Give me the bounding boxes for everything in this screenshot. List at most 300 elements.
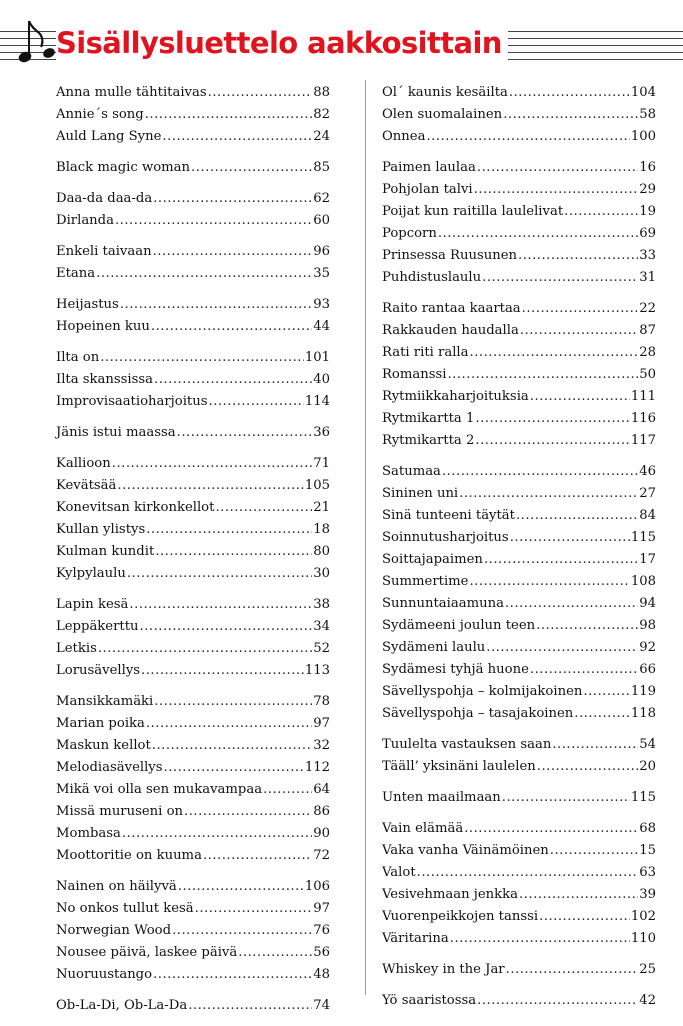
index-entry: [56, 757, 330, 779]
song-title: Raito rantaa kaartaa: [382, 301, 521, 316]
song-title: Sydämeeni joulun teen: [382, 618, 536, 633]
dot-leader: [484, 549, 638, 571]
index-entry: [382, 201, 656, 223]
page-number: 118: [630, 706, 656, 721]
dot-leader: [438, 223, 638, 245]
page-number: 66: [639, 662, 656, 677]
page-number: 36: [313, 425, 330, 440]
index-entry: [382, 818, 656, 840]
index-entry: [382, 615, 656, 637]
index-entry: [56, 210, 330, 232]
page-number: 28: [639, 345, 656, 360]
dot-leader: [530, 386, 630, 408]
dot-leader: [509, 82, 630, 104]
song-title: Väritarina: [382, 931, 449, 946]
index-entry: [382, 245, 656, 267]
dot-leader: [539, 906, 630, 928]
song-title: Black magic woman: [56, 160, 191, 175]
letter-group: [382, 734, 656, 778]
dot-leader: [191, 157, 312, 179]
dot-leader: [178, 876, 304, 898]
song-title: Kallioon: [56, 456, 111, 471]
page-number: 38: [313, 597, 330, 612]
dot-leader: [536, 615, 638, 637]
dot-leader: [474, 179, 639, 201]
page-number: 30: [313, 566, 330, 581]
song-title: Melodiasävellys: [56, 760, 163, 775]
index-entry: [382, 461, 656, 483]
dot-leader: [583, 681, 629, 703]
index-entry: [56, 82, 330, 104]
song-title: Etana: [56, 266, 96, 281]
song-title: Nainen on häilyvä: [56, 879, 177, 894]
dot-leader: [470, 342, 639, 364]
index-entry: [56, 779, 330, 801]
index-entry: [382, 483, 656, 505]
letter-group: [382, 157, 656, 289]
song-title: Sävellyspohja – kolmijakoinen: [382, 684, 583, 699]
index-column-right: [382, 82, 656, 1021]
song-title: Mikä voi olla sen mukavampaa: [56, 782, 263, 797]
dot-leader: [164, 757, 304, 779]
page-number: 44: [313, 319, 330, 334]
dot-leader: [127, 563, 312, 585]
song-title: Hopeinen kuu: [56, 319, 150, 334]
page-number: 60: [313, 213, 330, 228]
dot-leader: [146, 519, 312, 541]
song-title: Annie´s song: [56, 107, 144, 122]
index-entry: [382, 959, 656, 981]
dot-leader: [552, 734, 638, 756]
page-number: 113: [304, 663, 330, 678]
index-entry: [382, 884, 656, 906]
page-number: 68: [639, 821, 656, 836]
song-title: Lapin kesä: [56, 597, 129, 612]
song-title: Nuoruustango: [56, 967, 153, 982]
song-title: Heijastus: [56, 297, 119, 312]
dot-leader: [162, 126, 312, 148]
song-title: Jänis istui maassa: [56, 425, 176, 440]
index-entry: [56, 920, 330, 942]
song-title: Daa-da daa-da: [56, 191, 153, 206]
index-entry: [382, 862, 656, 884]
page-number: 58: [639, 107, 656, 122]
index-entry: [382, 840, 656, 862]
page-number: 117: [630, 433, 656, 448]
page-number: 92: [639, 640, 656, 655]
index-entry: [382, 408, 656, 430]
page-number: 32: [313, 738, 330, 753]
page-number: 106: [304, 879, 330, 894]
dot-leader: [442, 461, 638, 483]
page-number: 19: [639, 204, 656, 219]
song-title: Vesivehmaan jenkka: [382, 887, 518, 902]
index-entry: [56, 713, 330, 735]
index-entry: [56, 453, 330, 475]
song-title: Marian poika: [56, 716, 145, 731]
index-entry: [382, 734, 656, 756]
dot-leader: [574, 703, 630, 725]
song-title: Rati riti ralla: [382, 345, 469, 360]
letter-group: [56, 241, 330, 285]
song-title: Tuulelta vastauksen saan: [382, 737, 552, 752]
page-number: 71: [313, 456, 330, 471]
index-entry: [382, 223, 656, 245]
index-entry: [382, 82, 656, 104]
song-title: Satumaa: [382, 464, 441, 479]
dot-leader: [516, 505, 638, 527]
index-entry: [382, 364, 656, 386]
page-number: 35: [313, 266, 330, 281]
dot-leader: [154, 691, 312, 713]
dot-leader: [505, 593, 638, 615]
page-number: 76: [313, 923, 330, 938]
song-title: Sävellyspohja – tasajakoinen: [382, 706, 574, 721]
dot-leader: [152, 735, 312, 757]
dot-leader: [510, 527, 630, 549]
song-title: Anna mulle tähtitaivas: [56, 85, 207, 100]
letter-group: [382, 818, 656, 950]
song-title: Olen suomalainen: [382, 107, 503, 122]
page-number: 56: [313, 945, 330, 960]
dot-leader: [475, 430, 629, 452]
dot-leader: [115, 210, 312, 232]
song-title: Leppäkerttu: [56, 619, 139, 634]
page-number: 15: [639, 843, 656, 858]
index-entry: [382, 906, 656, 928]
index-entry: [56, 594, 330, 616]
page-number: 94: [639, 596, 656, 611]
letter-group: [56, 157, 330, 179]
page-number: 62: [313, 191, 330, 206]
song-title: Poijat kun raitilla laulelivat: [382, 204, 564, 219]
dot-leader: [447, 364, 638, 386]
letter-group: [56, 82, 330, 148]
index-entry: [56, 660, 330, 682]
letter-group: [56, 453, 330, 585]
dot-leader: [564, 201, 638, 223]
dot-leader: [153, 964, 312, 986]
dot-leader: [417, 862, 639, 884]
song-title: No onkos tullut kesä: [56, 901, 194, 916]
index-entry: [56, 638, 330, 660]
dot-leader: [459, 483, 638, 505]
dot-leader: [469, 571, 629, 593]
index-entry: [382, 787, 656, 809]
letter-group: [382, 959, 656, 981]
letter-group: [56, 294, 330, 338]
page-number: 52: [313, 641, 330, 656]
song-title: Norwegian Wood: [56, 923, 172, 938]
dot-leader: [203, 845, 312, 867]
index-entry: [56, 422, 330, 444]
dot-leader: [184, 801, 312, 823]
dot-leader: [112, 453, 312, 475]
page-number: 24: [313, 129, 330, 144]
song-title: Onnea: [382, 129, 426, 144]
page-number: 87: [639, 323, 656, 338]
index-entry: [56, 188, 330, 210]
dot-leader: [486, 637, 638, 659]
page-number: 105: [304, 478, 330, 493]
song-title: Improvisaatioharjoitus: [56, 394, 208, 409]
song-title: Sydämeni laulu: [382, 640, 486, 655]
dot-leader: [172, 920, 312, 942]
dot-leader: [145, 104, 312, 126]
index-entry: [382, 430, 656, 452]
index-entry: [56, 369, 330, 391]
page-number: 104: [630, 85, 656, 100]
page-number: 80: [313, 544, 330, 559]
page-number: 88: [313, 85, 330, 100]
dot-leader: [263, 779, 312, 801]
song-title: Ilta on: [56, 350, 100, 365]
page-number: 97: [313, 716, 330, 731]
page-number: 111: [630, 389, 656, 404]
index-entry: [56, 616, 330, 638]
dot-leader: [96, 263, 312, 285]
song-title: Ol´ kaunis kesäilta: [382, 85, 508, 100]
song-title: Romanssi: [382, 367, 447, 382]
song-title: Paimen laulaa: [382, 160, 476, 175]
letter-group: [382, 787, 656, 809]
page-number: 42: [639, 993, 656, 1008]
dot-leader: [502, 787, 630, 809]
dot-leader: [195, 898, 313, 920]
song-title: Valot: [382, 865, 416, 880]
dot-leader: [520, 320, 638, 342]
page-number: 50: [639, 367, 656, 382]
song-title: Rytmiikkaharjoituksia: [382, 389, 529, 404]
song-title: Pohjolan talvi: [382, 182, 473, 197]
dot-leader: [426, 126, 629, 148]
page-number: 22: [639, 301, 656, 316]
index-entry: [382, 126, 656, 148]
dot-leader: [154, 369, 312, 391]
index-entry: [382, 527, 656, 549]
letter-group: [56, 422, 330, 444]
index-entry: [56, 263, 330, 285]
dot-leader: [208, 391, 303, 413]
index-entry: [56, 126, 330, 148]
index-entry: [382, 990, 656, 1012]
song-title: Auld Lang Syne: [56, 129, 162, 144]
song-title: Sinä tunteeni täytät: [382, 508, 515, 523]
index-entry: [56, 294, 330, 316]
song-title: Sunnuntaiaamuna: [382, 596, 504, 611]
song-title: Popcorn: [382, 226, 437, 241]
dot-leader: [177, 422, 313, 444]
song-title: Summertime: [382, 574, 469, 589]
dot-leader: [117, 475, 303, 497]
index-entry: [56, 347, 330, 369]
dot-leader: [208, 82, 313, 104]
index-entry: [56, 995, 330, 1017]
page-number: 17: [639, 552, 656, 567]
letter-group: [382, 461, 656, 725]
page-header: [0, 0, 683, 66]
song-title: Soittajapaimen: [382, 552, 483, 567]
index-entry: [382, 659, 656, 681]
song-title: Konevitsan kirkonkellot: [56, 500, 215, 515]
song-title: Sininen uni: [382, 486, 459, 501]
page-number: 54: [639, 737, 656, 752]
index-entry: [56, 845, 330, 867]
index-entry: [56, 241, 330, 263]
index-entry: [382, 342, 656, 364]
song-title: Kevätsää: [56, 478, 117, 493]
page-number: 18: [313, 522, 330, 537]
page-number: 27: [639, 486, 656, 501]
song-title: Rakkauden haudalla: [382, 323, 519, 338]
index-entry: [382, 179, 656, 201]
page-title: Sisällysluettelo aakkosittain: [56, 26, 508, 60]
dot-leader: [537, 756, 638, 778]
song-title: Kullan ylistys: [56, 522, 146, 537]
page-number: 69: [639, 226, 656, 241]
dot-leader: [188, 995, 312, 1017]
page-number: 40: [313, 372, 330, 387]
page-number: 84: [639, 508, 656, 523]
index-entry: [382, 298, 656, 320]
page-number: 31: [639, 270, 656, 285]
song-title: Dirlanda: [56, 213, 114, 228]
index-entry: [382, 571, 656, 593]
song-title: Rytmikartta 1: [382, 411, 475, 426]
dot-leader: [215, 497, 312, 519]
index-entry: [382, 593, 656, 615]
page-number: 100: [630, 129, 656, 144]
page-number: 86: [313, 804, 330, 819]
page-number: 119: [630, 684, 656, 699]
page-number: 25: [639, 962, 656, 977]
page-number: 85: [313, 160, 330, 175]
index-entry: [56, 497, 330, 519]
index-entry: [382, 505, 656, 527]
page-number: 64: [313, 782, 330, 797]
index-entry: [382, 157, 656, 179]
dot-leader: [482, 267, 638, 289]
page-number: 33: [639, 248, 656, 263]
index-entry: [382, 320, 656, 342]
song-title: Whiskey in the Jar: [382, 962, 505, 977]
page-number: 74: [313, 998, 330, 1013]
index-entry: [382, 756, 656, 778]
index-entry: [382, 386, 656, 408]
letter-group: [56, 188, 330, 232]
index-entry: [56, 475, 330, 497]
page-number: 46: [639, 464, 656, 479]
page-number: 82: [313, 107, 330, 122]
song-title: Yö saaristossa: [382, 993, 477, 1008]
letter-group: [56, 995, 330, 1017]
index-entry: [56, 563, 330, 585]
page-number: 29: [639, 182, 656, 197]
index-entry: [56, 691, 330, 713]
page-number: 39: [639, 887, 656, 902]
index-entry: [382, 267, 656, 289]
page-number: 98: [639, 618, 656, 633]
song-title: Maskun kellot: [56, 738, 151, 753]
letter-group: [382, 990, 656, 1012]
song-title: Ilta skanssissa: [56, 372, 154, 387]
index-entry: [56, 876, 330, 898]
dot-leader: [120, 294, 312, 316]
page-number: 108: [630, 574, 656, 589]
song-title: Vain elämää: [382, 821, 464, 836]
song-title: Rytmikartta 2: [382, 433, 475, 448]
index-entry: [56, 801, 330, 823]
song-title: Ob-La-Di, Ob-La-Da: [56, 998, 188, 1013]
dot-leader: [519, 884, 638, 906]
index-entry: [56, 735, 330, 757]
dot-leader: [475, 408, 629, 430]
song-title: Soinnutusharjoitus: [382, 530, 509, 545]
song-title: Puhdistuslaulu: [382, 270, 482, 285]
index-entry: [382, 928, 656, 950]
dot-leader: [238, 942, 312, 964]
page-number: 90: [313, 826, 330, 841]
song-title: Missä muruseni on: [56, 804, 184, 819]
song-title: Nousee päivä, laskee päivä: [56, 945, 238, 960]
dot-leader: [464, 818, 638, 840]
index-entry: [382, 681, 656, 703]
index-entry: [56, 157, 330, 179]
page-number: 114: [304, 394, 330, 409]
page-number: 102: [630, 909, 656, 924]
song-title: Mansikkamäki: [56, 694, 154, 709]
dot-leader: [477, 990, 638, 1012]
dot-leader: [98, 638, 312, 660]
page-number: 116: [630, 411, 656, 426]
song-title: Mombasa: [56, 826, 121, 841]
page-number: 112: [304, 760, 330, 775]
dot-leader: [100, 347, 304, 369]
song-title: Unten maailmaan: [382, 790, 501, 805]
song-title: Vuorenpeikkojen tanssi: [382, 909, 539, 924]
column-divider: [365, 80, 366, 995]
letter-group: [56, 876, 330, 986]
letter-group: [56, 594, 330, 682]
index-entry: [56, 898, 330, 920]
index-entry: [382, 104, 656, 126]
index-entry: [382, 703, 656, 725]
page-number: 63: [639, 865, 656, 880]
song-title: Kulman kundit: [56, 544, 155, 559]
index-entry: [56, 964, 330, 986]
dot-leader: [530, 659, 638, 681]
dot-leader: [141, 660, 304, 682]
index-entry: [56, 316, 330, 338]
page-number: 34: [313, 619, 330, 634]
song-title: Letkis: [56, 641, 97, 656]
letter-group: [56, 347, 330, 413]
page-number: 16: [639, 160, 656, 175]
song-title: Moottoritie on kuuma: [56, 848, 202, 863]
dot-leader: [522, 298, 639, 320]
song-title: Vaka vanha Väinämöinen: [382, 843, 549, 858]
index-entry: [382, 637, 656, 659]
page-number: 72: [313, 848, 330, 863]
dot-leader: [140, 616, 313, 638]
page-number: 93: [313, 297, 330, 312]
page-number: 21: [313, 500, 330, 515]
song-title: Enkeli taivaan: [56, 244, 152, 259]
letter-group: [56, 691, 330, 867]
dot-leader: [450, 928, 630, 950]
dot-leader: [550, 840, 638, 862]
index-entry: [56, 541, 330, 563]
